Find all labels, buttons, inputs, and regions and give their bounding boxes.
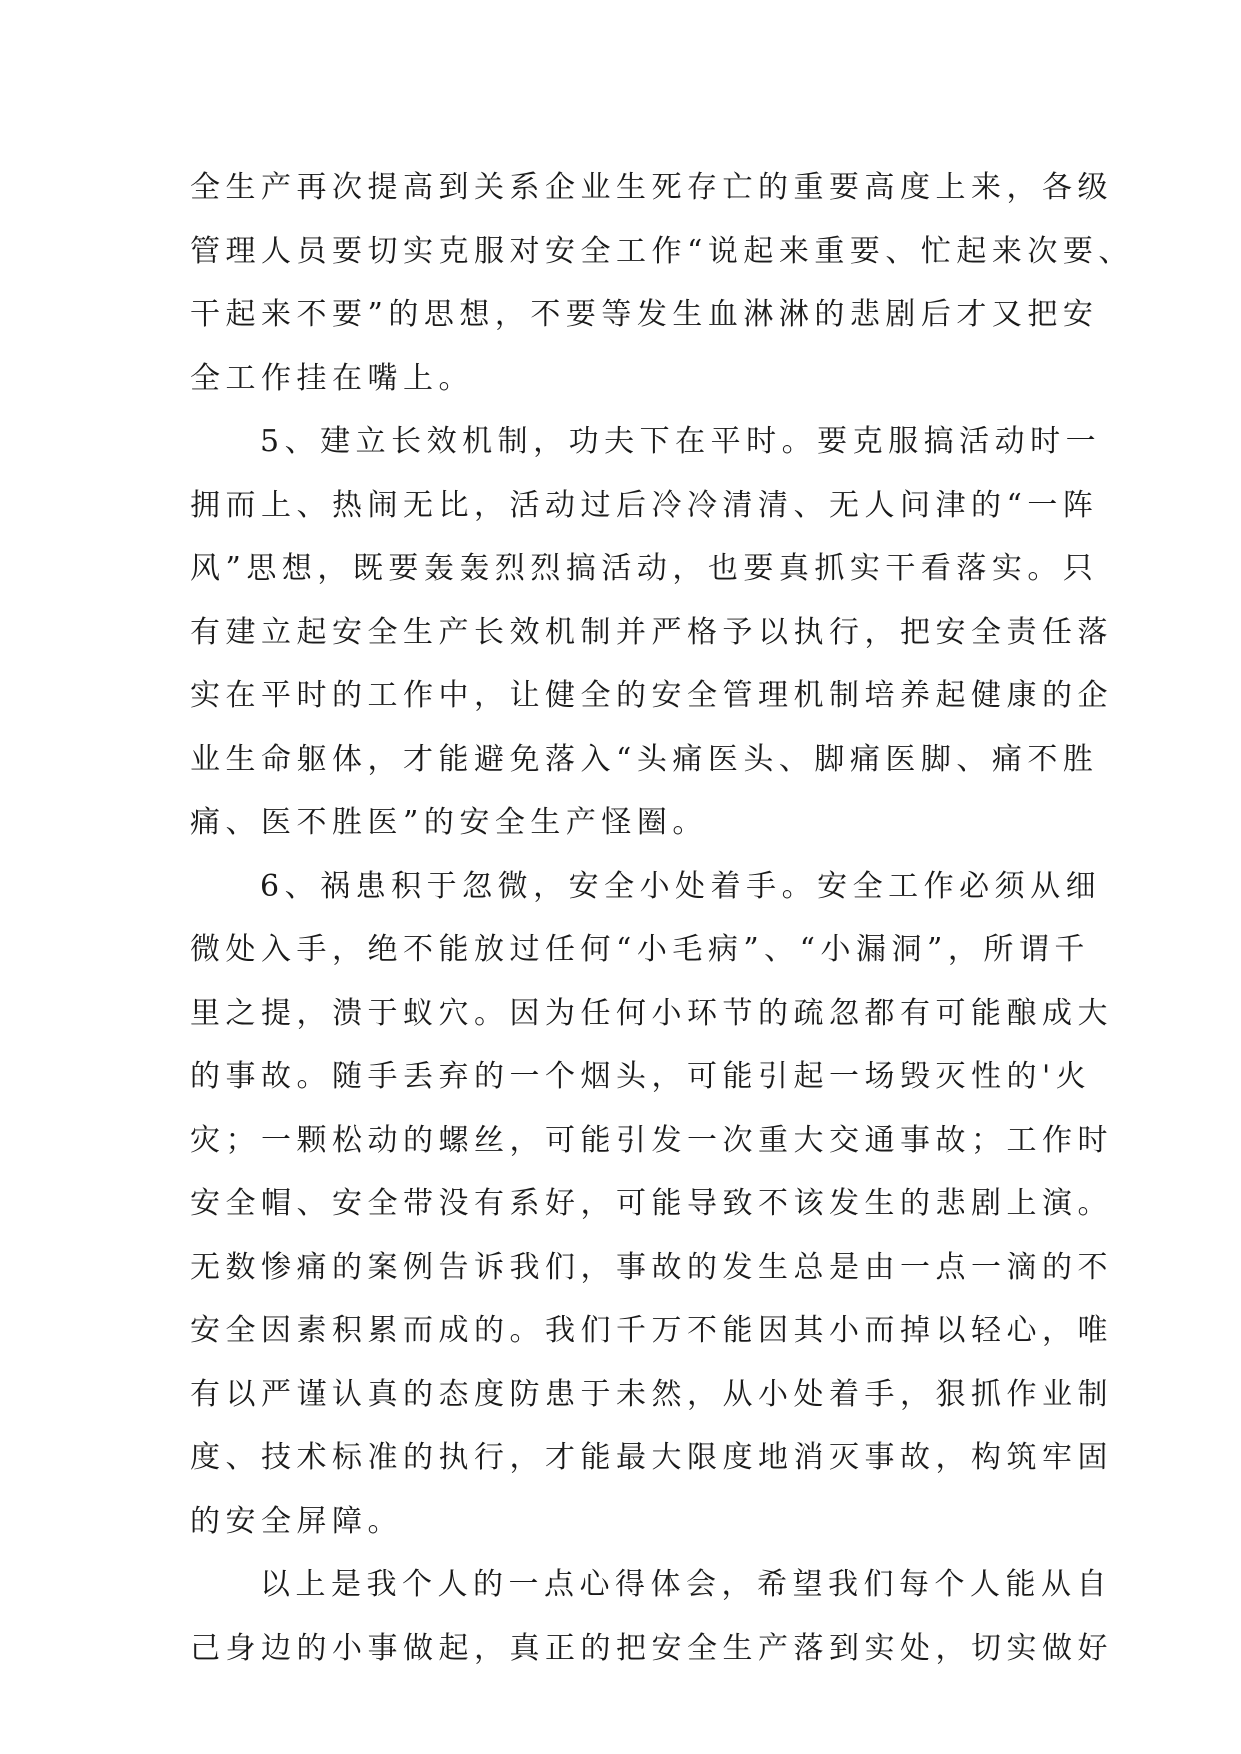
text-line: 风”思想，既要轰轰烈烈搞活动，也要真抓实干看落实。只 xyxy=(190,551,1099,586)
text-line: 全生产再次提高到关系企业生死存亡的重要高度上来，各级 xyxy=(190,170,1113,205)
text-line: 安全因素积累而成的。我们千万不能因其小而掉以轻心，唯 xyxy=(190,1313,1113,1348)
text-line: 有建立起安全生产长效机制并严格予以执行，把安全责任落 xyxy=(190,614,1113,650)
text-line: 有以严谨认真的态度防患于未然，从小处着手，狠抓作业制 xyxy=(190,1376,1113,1412)
text-line: 的安全屏障。 xyxy=(190,1503,403,1539)
text-line: 灾；一颗松动的螺丝，可能引发一次重大交通事故；工作时 xyxy=(190,1122,1113,1158)
text-line: 拥而上、热闹无比，活动过后冷冷清清、无人问津的“一阵 xyxy=(190,487,1099,523)
body-text xyxy=(190,156,1134,1680)
paragraph-start-line: 以上是我个人的一点心得体会，希望我们每个人能从自 xyxy=(260,1567,1112,1602)
text-line: 里之提，溃于蚁穴。因为任何小环节的疏忽都有可能酿成大 xyxy=(190,995,1113,1031)
text-line: 干起来不要”的思想，不要等发生血淋淋的悲剧后才又把安 xyxy=(190,297,1099,332)
text-line: 的事故。随手丢弃的一个烟头，可能引起一场毁灭性的'火 xyxy=(190,1059,1092,1094)
text-line: 痛、医不胜医”的安全生产怪圈。 xyxy=(190,805,708,840)
text-line: 全工作挂在嘴上。 xyxy=(190,360,474,396)
text-line: 实在平时的工作中，让健全的安全管理机制培养起健康的企 xyxy=(190,678,1113,713)
text-line: 度、技术标准的执行，才能最大限度地消灭事故，构筑牢固 xyxy=(190,1440,1113,1475)
text-line: 安全帽、安全带没有系好，可能导致不该发生的悲剧上演。 xyxy=(190,1186,1113,1221)
text-line: 业生命躯体，才能避免落入“头痛医头、脚痛医脚、痛不胜 xyxy=(190,741,1099,777)
text-line: 管理人员要切实克服对安全工作“说起来重要、忙起来次要、 xyxy=(190,233,1134,269)
text-line: 无数惨痛的案例告诉我们，事故的发生总是由一点一滴的不 xyxy=(190,1249,1113,1285)
paragraph-start-line: 6、祸患积于忽微，安全小处着手。安全工作必须从细 xyxy=(260,868,1102,904)
paragraph-start-line: 5、建立长效机制，功夫下在平时。要克服搞活动时一 xyxy=(260,424,1102,459)
text-line: 微处入手，绝不能放过任何“小毛病”、“小漏洞”，所谓千 xyxy=(190,932,1090,967)
text-line: 己身边的小事做起，真正的把安全生产落到实处，切实做好 xyxy=(190,1630,1113,1666)
